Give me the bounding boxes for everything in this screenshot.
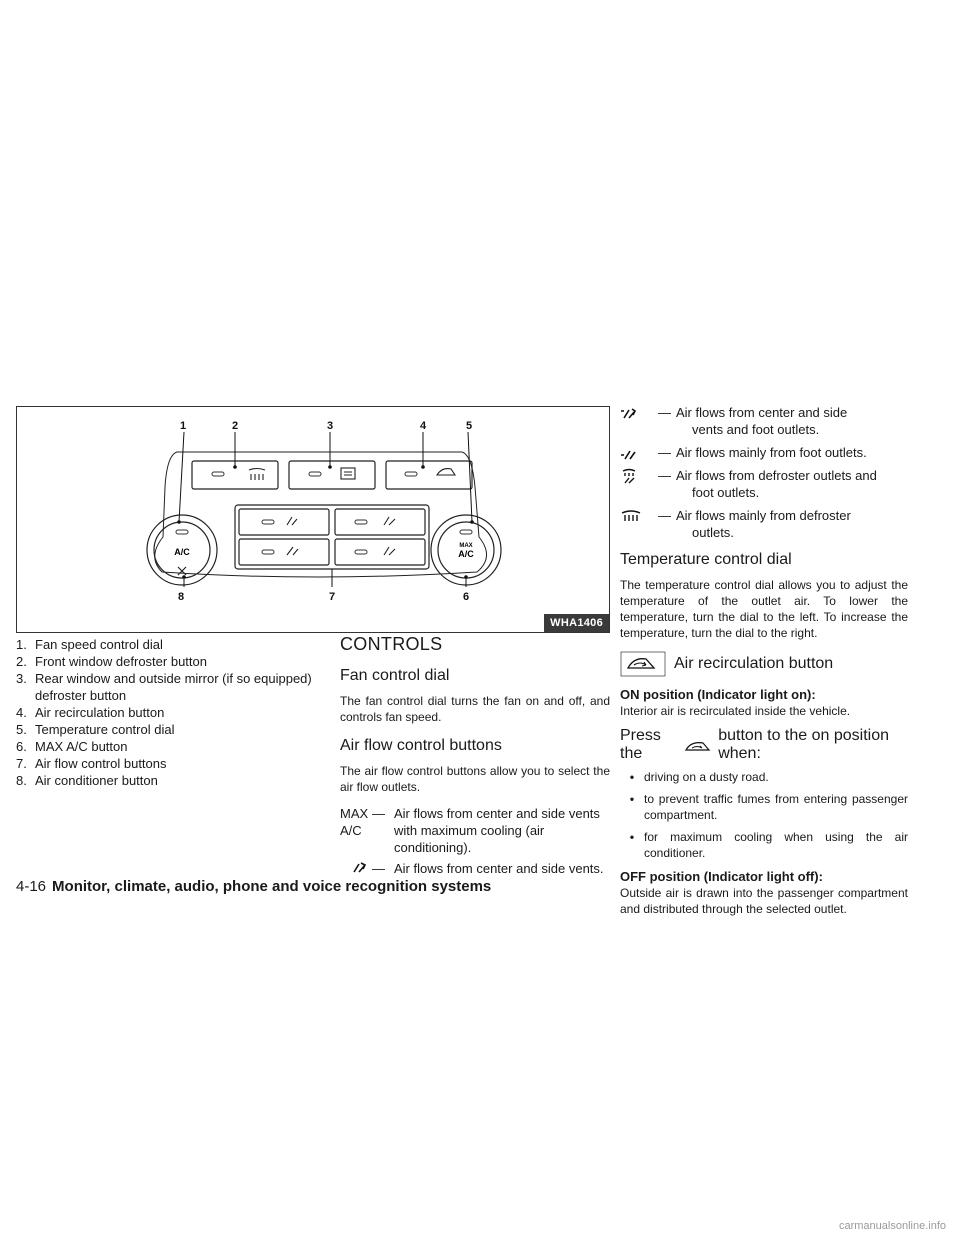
callout-1: 1 <box>179 420 187 432</box>
ac-dial-label: A/C <box>174 547 190 557</box>
max-ac-dial-label: A/C <box>458 549 474 559</box>
callout-4: 4 <box>419 420 427 432</box>
legend-item: 1. Fan speed control dial <box>16 637 163 652</box>
recirc-on-body: Interior air is recirculated inside the vehicle. <box>620 704 851 718</box>
page-footer <box>16 878 491 895</box>
controls-column <box>340 634 610 877</box>
temperature-body: The temperature control dial allows you to adjust the temperature of the outlet air. To lower the temperature, turn the dial to the left. To increase the temperature, turn the dial to the right. <box>620 578 908 640</box>
foot-icon <box>620 446 638 460</box>
max-dial-label: MAX <box>459 543 473 549</box>
legend-item: 5. Temperature control dial <box>16 722 175 737</box>
recirc-off-body: Outside air is drawn into the passenger compartment and distributed through the selected outlet. <box>620 886 908 916</box>
mode-defrost-foot: — Air flows from defroster outlets and foot outlets. <box>620 467 908 501</box>
fan-heading: Fan control dial <box>340 667 450 684</box>
temperature-heading: Temperature control dial <box>620 551 792 568</box>
list-item: • driving on a dusty road. <box>629 770 769 784</box>
mode-defrost: — Air flows mainly from defroster outlets. <box>620 507 908 541</box>
recirculation-icon <box>683 737 714 753</box>
legend-item: 4. Air recirculation button <box>16 705 165 720</box>
climate-panel-illustration <box>17 407 609 632</box>
chapter-title: Monitor, climate, audio, phone and voice recognition systems <box>52 878 492 895</box>
mode-foot: — Air flows mainly from foot outlets. <box>620 444 908 461</box>
figure-id: WHA1406 <box>544 614 609 632</box>
right-column <box>620 404 908 917</box>
bi-level-icon <box>620 406 638 420</box>
callout-5: 5 <box>465 420 473 432</box>
page-number: 4-16 <box>16 878 47 895</box>
recirculation-icon <box>620 651 666 677</box>
fan-body: The fan control dial turns the fan on and off, and controls fan speed. <box>340 694 610 724</box>
callout-7: 7 <box>328 591 336 603</box>
callout-legend <box>16 636 316 789</box>
callout-8: 8 <box>177 591 185 603</box>
fan-icon <box>178 567 186 575</box>
callout-3: 3 <box>326 420 334 432</box>
airflow-body: The air flow control buttons allow you to select the air flow outlets. <box>340 764 610 794</box>
airflow-heading: Air flow control buttons <box>340 737 502 754</box>
legend-item: 6. MAX A/C button <box>16 739 128 754</box>
controls-heading: CONTROLS <box>340 634 443 654</box>
legend-item: 3. Rear window and outside mirror (if so equipped) defroster button <box>16 671 312 703</box>
defrost-foot-icon <box>620 468 638 484</box>
vent-icon <box>352 860 368 874</box>
mode-bi-level: — Air flows from center and side vents and foot outlets. <box>620 404 908 438</box>
list-item: • for maximum cooling when using the air conditioner. <box>629 830 908 860</box>
defrost-icon <box>620 509 642 523</box>
callout-2: 2 <box>231 420 239 432</box>
max-ac-definition: MAX A/C — Air flows from center and side vents with maximum cooling (air conditioning). <box>340 806 600 855</box>
vent-definition: — Air flows from center and side vents. <box>340 860 610 877</box>
recirc-heading-row <box>620 651 908 677</box>
legend-item: 2. Front window defroster button <box>16 654 207 669</box>
press-instruction: Press the button to the on position when: <box>620 727 889 762</box>
callout-6: 6 <box>462 591 470 603</box>
legend-item: 7. Air flow control buttons <box>16 756 167 771</box>
recirc-heading: Air recirculation button <box>674 655 834 672</box>
watermark: carmanualsonline.info <box>838 1220 946 1232</box>
recirc-off-heading: OFF position (Indicator light off): <box>620 869 823 884</box>
legend-item: 8. Air conditioner button <box>16 773 158 788</box>
list-item: • to prevent traffic fumes from entering passenger compartment. <box>629 792 908 822</box>
climate-control-figure <box>16 406 610 633</box>
recirc-on-heading: ON position (Indicator light on): <box>620 687 816 702</box>
